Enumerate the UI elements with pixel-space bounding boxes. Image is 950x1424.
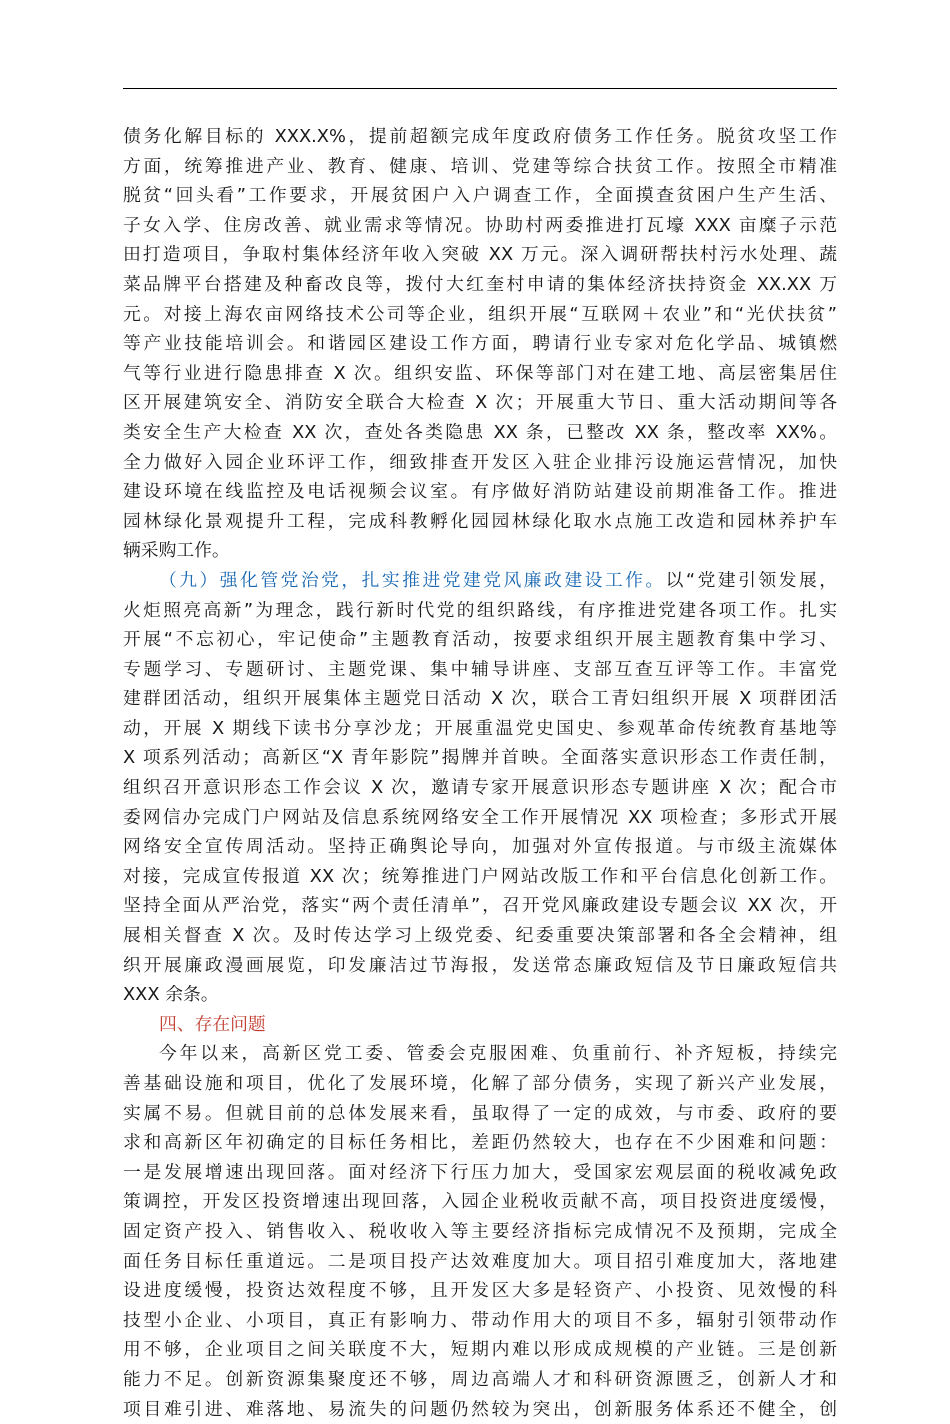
text-line: 技型小企业、小项目，真正有影响力、带动作用大的项目不多，辐射引领带动作 <box>123 1309 837 1331</box>
text-line: 债务化解目标的 XXX.X%，提前超额完成年度政府债务工作任务。脱贫攻坚工作 <box>123 126 837 147</box>
text-line: 类安全生产大检查 XX 次，查处各类隐患 XX 条，已整改 XX 条，整改率 XX%。 <box>123 421 837 443</box>
text-line: 开展“不忘初心，牢记使命”主题教育活动，按要求组织开展主题教育集中学习、 <box>123 629 837 651</box>
text-line: 气等行业进行隐患排查 X 次。组织安监、环保等部门对在建工地、高层密集居住 <box>123 362 837 384</box>
text-line: X 项系列活动；高新区“X 青年影院”揭牌并首映。全面落实意识形态工作责任制， <box>123 747 837 769</box>
text-line: XXX 余条。 <box>123 984 219 1006</box>
section-nine-first-line <box>123 566 837 596</box>
paragraph-continuation <box>123 122 837 566</box>
text-line: 网络安全宣传周活动。坚持正确舆论导向，加强对外宣传报道。与市级主流媒体 <box>123 836 837 858</box>
text-line: 设进度缓慢，投资达效程度不够，且开发区大多是轻资产、小投资、见效慢的科 <box>123 1280 837 1302</box>
text-line: 专题学习、专题研讨、主题党课、集中辅导讲座、支部互查互评等工作。丰富党 <box>123 658 837 680</box>
text-line: 今年以来，高新区党工委、管委会克服困难、负重前行、补齐短板，持续完 <box>159 1043 837 1065</box>
text-line: 区开展建筑安全、消防安全联合大检查 X 次；开展重大节日、重大活动期间等各 <box>123 392 837 414</box>
text-line: 用不够，企业项目之间关联度不大，短期内难以形成成规模的产业链。三是创新 <box>123 1339 837 1361</box>
section-nine-title: （九）强化管党治党，扎实推进党建党风廉政建设工作。 <box>159 569 666 591</box>
section-four-heading: 四、存在问题 <box>159 1013 266 1035</box>
text-line: 织开展廉政漫画展览，印发廉洁过节海报，发送常态廉政短信及节日廉政短信共 <box>123 954 837 976</box>
document-body <box>123 122 837 1424</box>
header-rule <box>123 88 837 89</box>
text-line: 脱贫“回头看”工作要求，开展贫困户入户调查工作，全面摸查贫困户生产生活、 <box>123 185 837 207</box>
text-line: 组织召开意识形态工作会议 X 次，邀请专家开展意识形态专题讲座 X 次；配合市 <box>123 777 837 799</box>
text-line: 全力做好入园企业环评工作，细致排查开发区入驻企业排污设施运营情况，加快 <box>123 451 837 473</box>
section-nine <box>123 566 837 1010</box>
text-line: 火炬照亮高新”为理念，践行新时代党的组织路线，有序推进党建各项工作。扎实 <box>123 599 837 621</box>
text-line: 菜品牌平台搭建及种畜改良等，拨付大红奎村申请的集体经济扶持资金 XX.XX 万 <box>123 273 837 295</box>
text-line: 能力不足。创新资源集聚度还不够，周边高端人才和科研资源匮乏，创新人才和 <box>123 1368 837 1390</box>
text-line: 田打造项目，争取村集体经济年收入突破 XX 万元。深入调研帮扶村污水处理、蔬 <box>123 244 837 266</box>
text-line: 坚持全面从严治党，落实“两个责任清单”，召开党风廉政建设专题会议 XX 次，开 <box>123 895 837 917</box>
text-line: 动，开展 X 期线下读书分享沙龙；开展重温党史国史、参观革命传统教育基地等 <box>123 717 837 739</box>
text-line: 元。对接上海农亩网络技术公司等企业，组织开展“互联网＋农业”和“光伏扶贫” <box>123 303 837 325</box>
section-four-body <box>123 1039 837 1424</box>
text-line: 一是发展增速出现回落。面对经济下行压力加大，受国家宏观层面的税收减免政 <box>123 1161 837 1183</box>
text-line: 求和高新区年初确定的目标任务相比，差距仍然较大，也存在不少困难和问题： <box>123 1132 837 1154</box>
text-line: 辆采购工作。 <box>123 540 230 562</box>
text-line: 园林绿化景观提升工程，完成科教孵化园园林绿化取水点施工改造和园林养护车 <box>123 510 837 532</box>
text-line: 固定资产投入、销售收入、税收收入等主要经济指标完成情况不及预期，完成全 <box>123 1220 837 1242</box>
section-nine-first-line-text: 以“党建引领发展， <box>665 569 837 591</box>
text-line: 委网信办完成门户网站及信息系统网络安全工作开展情况 XX 项检查；多形式开展 <box>123 806 837 828</box>
text-line: 建设环境在线监控及电话视频会议室。有序做好消防站建设前期准备工作。推进 <box>123 481 837 503</box>
text-line: 建群团活动，组织开展集体主题党日活动 X 次，联合工青妇组织开展 X 项群团活 <box>123 688 837 710</box>
text-line: 方面，统筹推进产业、教育、健康、培训、党建等综合扶贫工作。按照全市精准 <box>123 155 837 177</box>
text-line: 善基础设施和项目，优化了发展环境，化解了部分债务，实现了新兴产业发展， <box>123 1073 837 1094</box>
text-line: 对接，完成宣传报道 XX 次；统筹推进门户网站改版工作和平台信息化创新工作。 <box>123 865 837 887</box>
text-line: 项目难引进、难落地、易流失的问题仍然较为突出，创新服务体系还不健全，创 <box>123 1398 837 1420</box>
text-line: 实属不易。但就目前的总体发展来看，虽取得了一定的成效，与市委、政府的要 <box>123 1102 837 1124</box>
text-line: 等产业技能培训会。和谐园区建设工作方面，聘请行业专家对危化学品、城镇燃 <box>123 333 837 355</box>
text-line: 子女入学、住房改善、就业需求等情况。协助村两委推进打瓦壕 XXX 亩糜子示范 <box>123 214 837 236</box>
text-line: 展相关督查 X 次。及时传达学习上级党委、纪委重要决策部署和各全会精神，组 <box>123 925 837 947</box>
text-line: 策调控，开发区投资增速出现回落，入园企业税收贡献不高，项目投资进度缓慢， <box>123 1191 837 1213</box>
text-line: 面任务目标任重道远。二是项目投产达效难度加大。项目招引难度加大，落地建 <box>123 1250 837 1272</box>
